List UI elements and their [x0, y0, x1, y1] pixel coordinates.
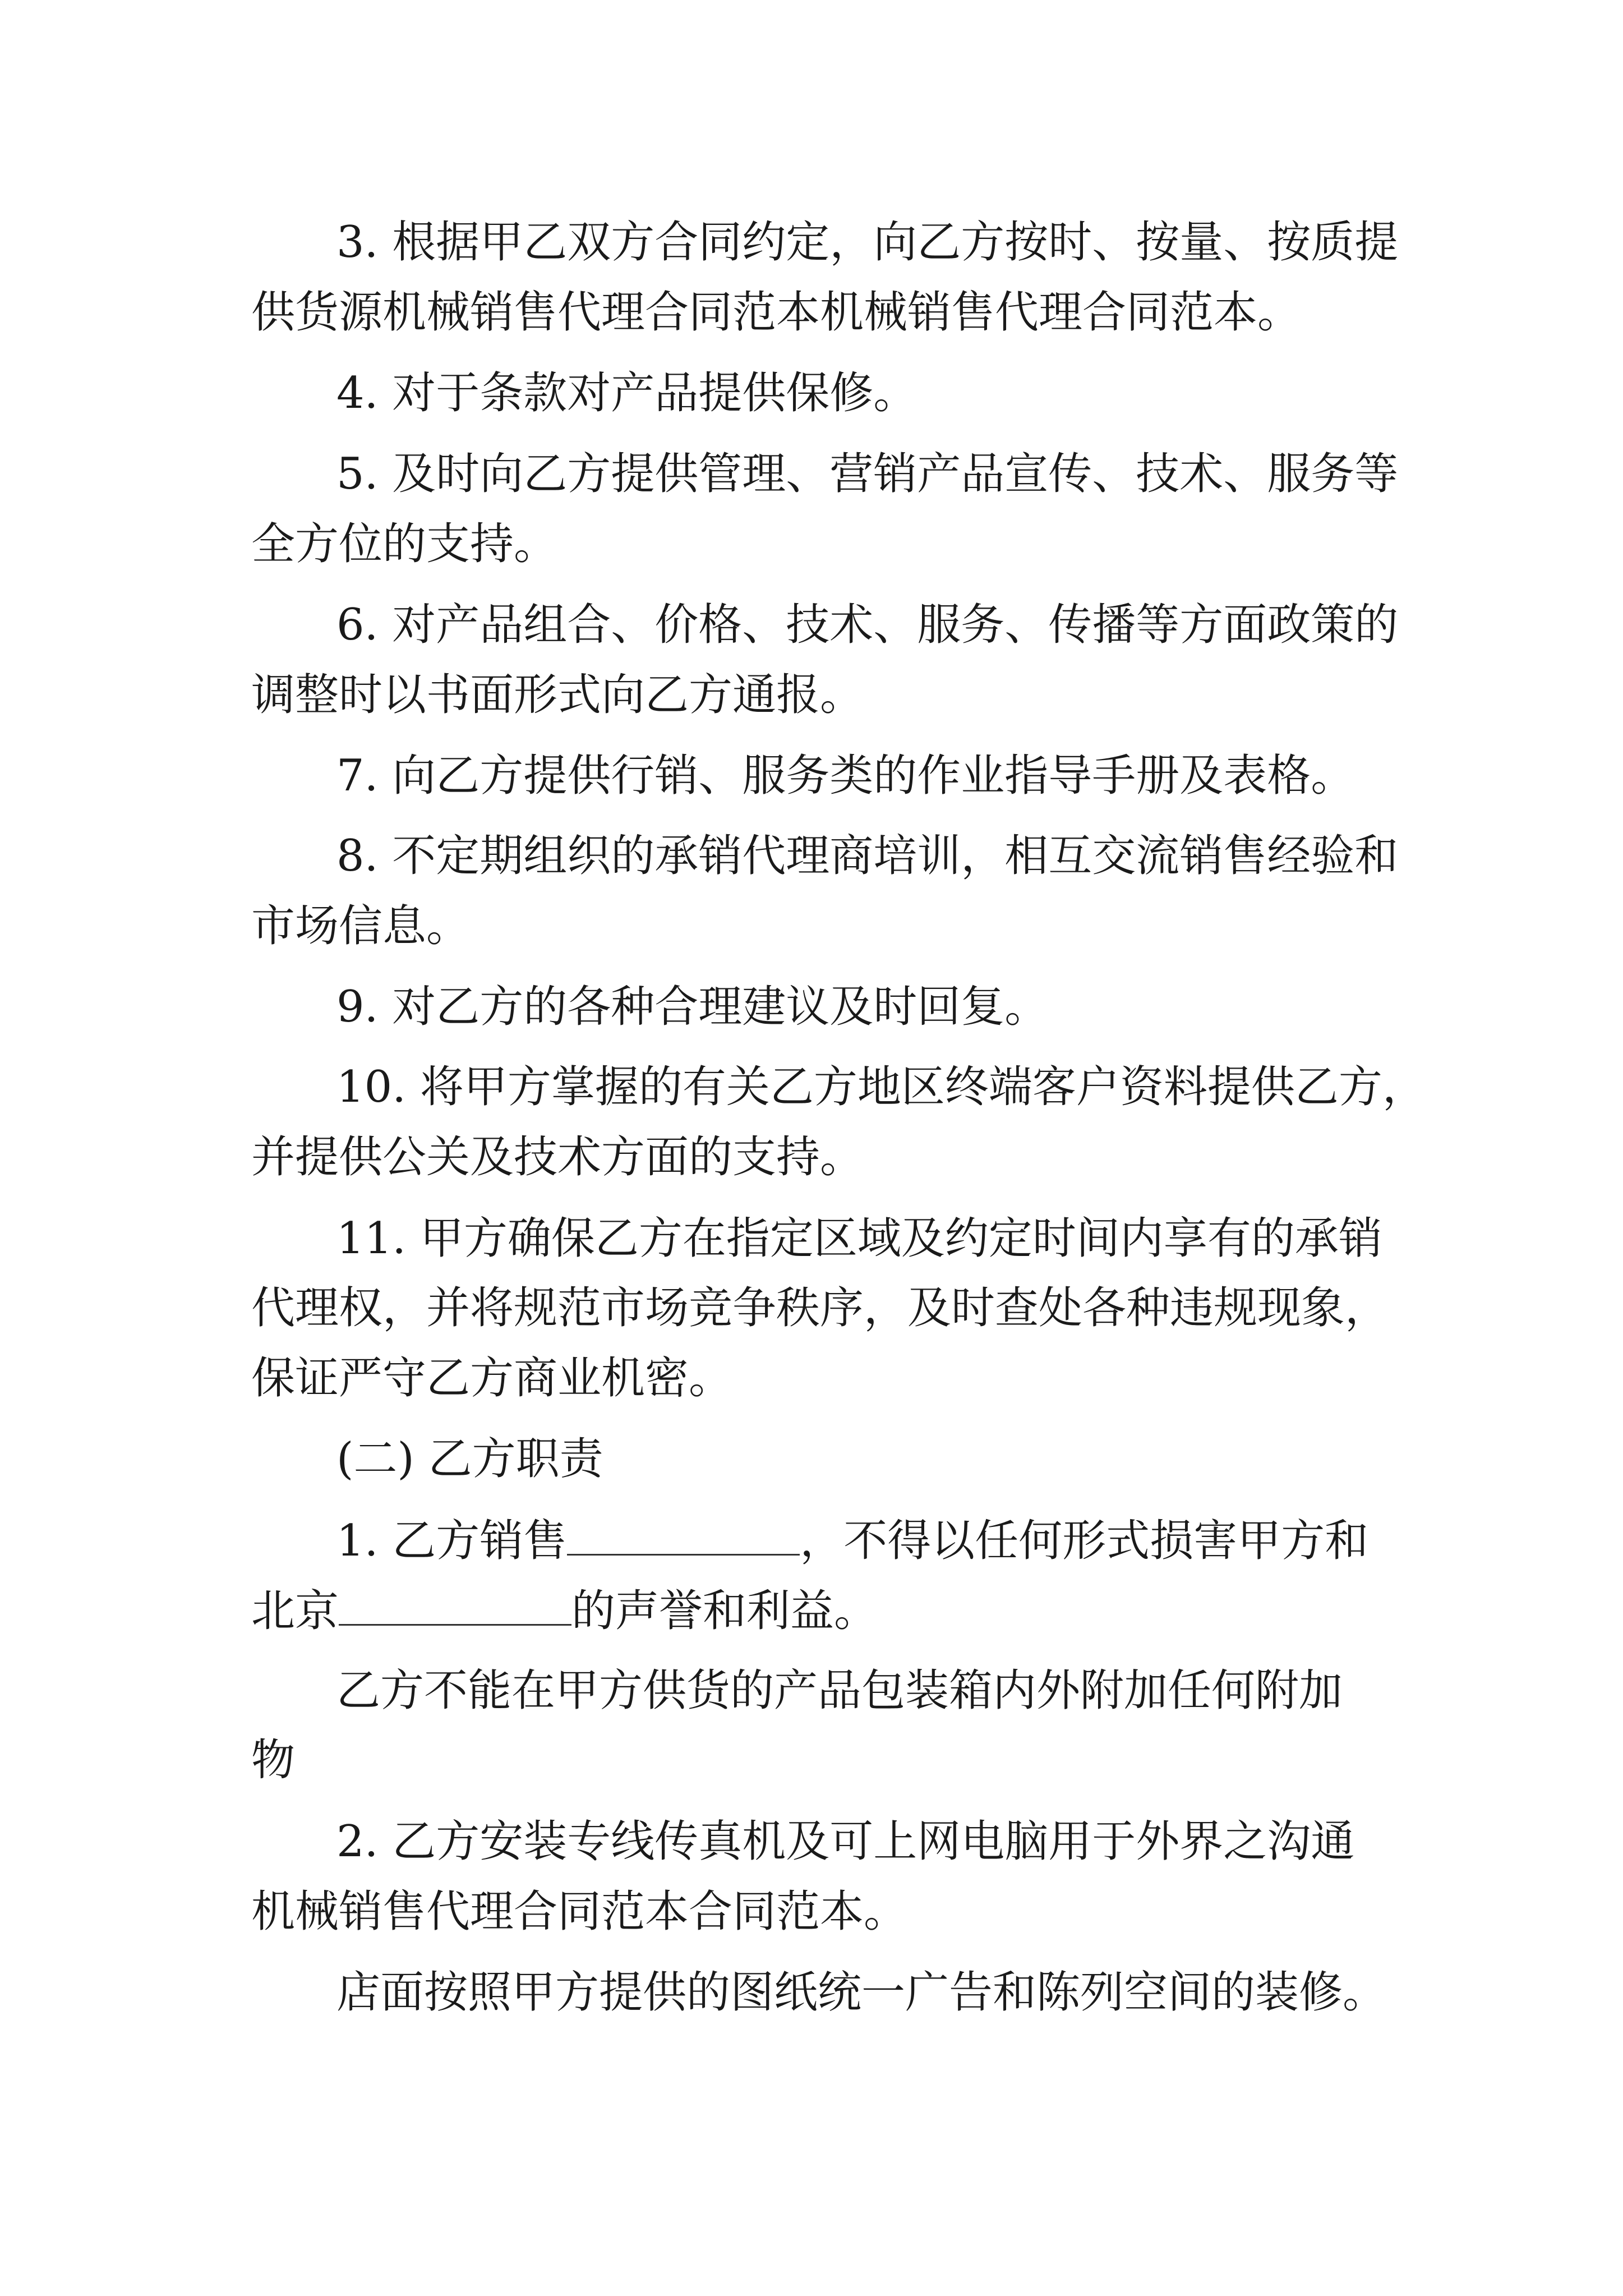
party-b-clause-1-line-1	[336, 1509, 1368, 1572]
fill-in-blank-brand[interactable]	[339, 1579, 571, 1626]
section-heading-party-b-duties: (二) 乙方职责	[336, 1434, 603, 1484]
clause-8-line-1: 8. 不定期组织的承销代理商培训，相互交流销售经验和	[336, 831, 1399, 881]
clause-7: 7. 向乙方提供行销、服务类的作业指导手册及表格。	[336, 751, 1355, 801]
clause-5-line-1: 5. 及时向乙方提供管理、营销产品宣传、技术、服务等	[336, 449, 1399, 499]
clause-11-line-1: 11. 甲方确保乙方在指定区域及约定时间内享有的承销	[336, 1213, 1382, 1264]
party-b-packaging-line-2: 物	[251, 1735, 296, 1786]
party-b-storefront-line: 店面按照甲方提供的图纸统一广告和陈列空间的装修。	[336, 1967, 1387, 2018]
clause-6-line-1: 6. 对产品组合、价格、技术、服务、传播等方面政策的	[336, 600, 1399, 650]
clause-3-line-2: 供货源机械销售代理合同范本机械销售代理合同范本。	[251, 287, 1302, 338]
blank-2-suffix: 的声誉和利益。	[571, 1586, 878, 1636]
clause-6-line-2: 调整时以书面形式向乙方通报。	[251, 670, 864, 720]
clause-11-line-2: 代理权，并将规范市场竞争秩序，及时查处各种违规现象，	[251, 1283, 1389, 1333]
party-b-clause-1-line-2	[251, 1579, 878, 1642]
clause-5-line-2: 全方位的支持。	[251, 519, 558, 569]
blank-1-suffix: ，不得以任何形式损害甲方和	[800, 1516, 1369, 1566]
clause-8-line-2: 市场信息。	[251, 901, 471, 951]
clause-9: 9. 对乙方的各种合理建议及时回复。	[336, 982, 1049, 1032]
clause-10-line-1: 10. 将甲方掌握的有关乙方地区终端客户资料提供乙方，	[336, 1062, 1426, 1112]
party-b-clause-2-line-2: 机械销售代理合同范本合同范本。	[251, 1887, 908, 1937]
party-b-clause-2-line-1: 2. 乙方安装专线传真机及可上网电脑用于外界之沟通	[336, 1816, 1355, 1867]
clause-10-line-2: 并提供公关及技术方面的支持。	[251, 1132, 864, 1182]
clause-11-line-3: 保证严守乙方商业机密。	[251, 1353, 733, 1404]
blank-1-prefix: 1. 乙方销售	[336, 1516, 568, 1566]
blank-2-prefix: 北京	[251, 1586, 339, 1636]
clause-3-line-1: 3. 根据甲乙双方合同约定，向乙方按时、按量、按质提	[336, 217, 1399, 268]
clause-4: 4. 对于条款对产品提供保修。	[336, 368, 917, 418]
party-b-packaging-line-1: 乙方不能在甲方供货的产品包装箱内外附加任何附加	[336, 1665, 1343, 1716]
fill-in-blank-product[interactable]	[567, 1509, 800, 1556]
